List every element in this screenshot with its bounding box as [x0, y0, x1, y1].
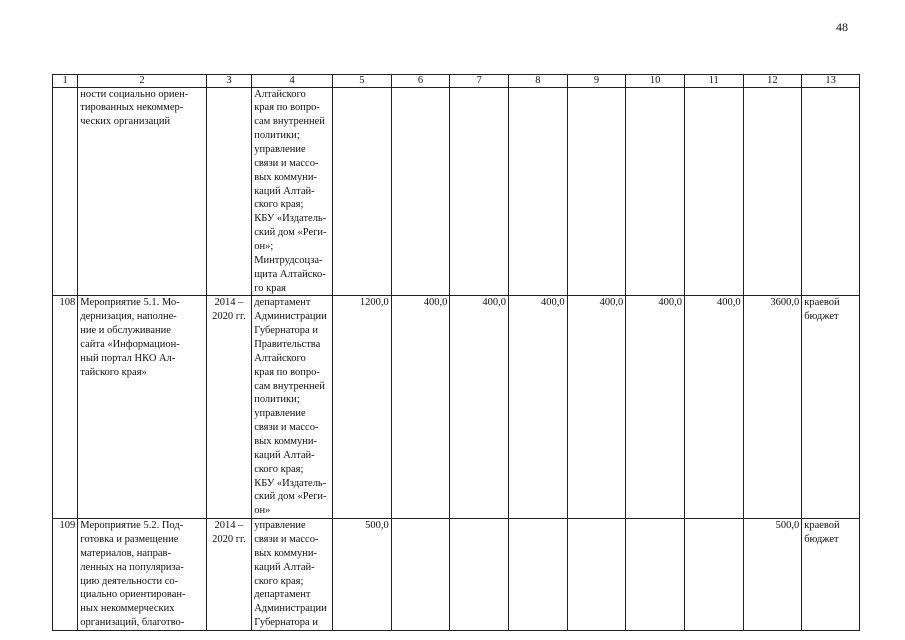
- amount-cell: 400,0: [626, 296, 685, 519]
- column-number: 3: [206, 75, 252, 88]
- period: [206, 87, 252, 296]
- table-row: [53, 87, 860, 296]
- period: 2014 – 2020 гг.: [206, 296, 252, 519]
- total-cell: 3600,0: [743, 296, 802, 519]
- amount-cell: [333, 87, 392, 296]
- amount-cell: [450, 519, 509, 631]
- amount-cell: [626, 519, 685, 631]
- amount-cell: [684, 87, 743, 296]
- period: 2014 – 2020 гг.: [206, 519, 252, 631]
- funding-source: [802, 87, 860, 296]
- column-number: 2: [78, 75, 206, 88]
- total-cell: [743, 87, 802, 296]
- amount-cell: 400,0: [567, 296, 626, 519]
- table-row: [53, 519, 860, 631]
- funding-source: краевой бюджет: [802, 519, 860, 631]
- row-number: 108: [53, 296, 78, 519]
- column-number: 6: [391, 75, 450, 88]
- row-number: [53, 87, 78, 296]
- amount-cell: [567, 519, 626, 631]
- funding-source: краевой бюджет: [802, 296, 860, 519]
- amount-cell: [567, 87, 626, 296]
- executor: департамент Администрации Губернатора и Правительства Алтайского края по вопро- сам внутренней политики; управление связи и массо- вых коммуни- каций Алтай- ского края; КБУ «Издатель- ский дом «Реги- он»: [252, 296, 333, 519]
- amount-cell: 1200,0: [333, 296, 392, 519]
- amount-cell: [684, 519, 743, 631]
- table-row: [53, 296, 860, 519]
- column-number: 8: [509, 75, 568, 88]
- column-number: 4: [252, 75, 333, 88]
- executor: Алтайского края по вопро- сам внутренней политики; управление связи и массо- вых коммуни- каций Алтай- ского края; КБУ «Издатель- ский дом «Реги- он»; Минтрудсоцза- щита Алтайско- го края: [252, 87, 333, 296]
- column-number: 13: [802, 75, 860, 88]
- program-table: [52, 74, 860, 631]
- measure-name: Мероприятие 5.1. Мо- дернизация, наполне- ние и обслуживание сайта «Информацион- ный портал НКО Ал- тайского края»: [78, 296, 206, 519]
- amount-cell: [391, 87, 450, 296]
- amount-cell: [509, 519, 568, 631]
- column-number: 12: [743, 75, 802, 88]
- amount-cell: [391, 519, 450, 631]
- column-number: 7: [450, 75, 509, 88]
- measure-name: ности социально ориен- тированных некоммер- ческих организаций: [78, 87, 206, 296]
- column-number: 11: [684, 75, 743, 88]
- amount-cell: [450, 87, 509, 296]
- amount-cell: [626, 87, 685, 296]
- measure-name: Мероприятие 5.2. Под- готовка и размещение материалов, направ- ленных на популяриза- цию деятельности со- циально ориентирован- ных некоммерческих организаций, благотво-: [78, 519, 206, 631]
- column-number: 1: [53, 75, 78, 88]
- column-number: 5: [333, 75, 392, 88]
- amount-cell: [509, 87, 568, 296]
- executor: управление связи и массо- вых коммуни- каций Алтай- ского края; департамент Администрации Губернатора и: [252, 519, 333, 631]
- amount-cell: 500,0: [333, 519, 392, 631]
- amount-cell: 400,0: [450, 296, 509, 519]
- total-cell: 500,0: [743, 519, 802, 631]
- column-number: 9: [567, 75, 626, 88]
- amount-cell: 400,0: [391, 296, 450, 519]
- column-number: 10: [626, 75, 685, 88]
- column-number-row: [53, 75, 860, 88]
- page-number: 48: [836, 20, 848, 34]
- row-number: 109: [53, 519, 78, 631]
- amount-cell: 400,0: [684, 296, 743, 519]
- amount-cell: 400,0: [509, 296, 568, 519]
